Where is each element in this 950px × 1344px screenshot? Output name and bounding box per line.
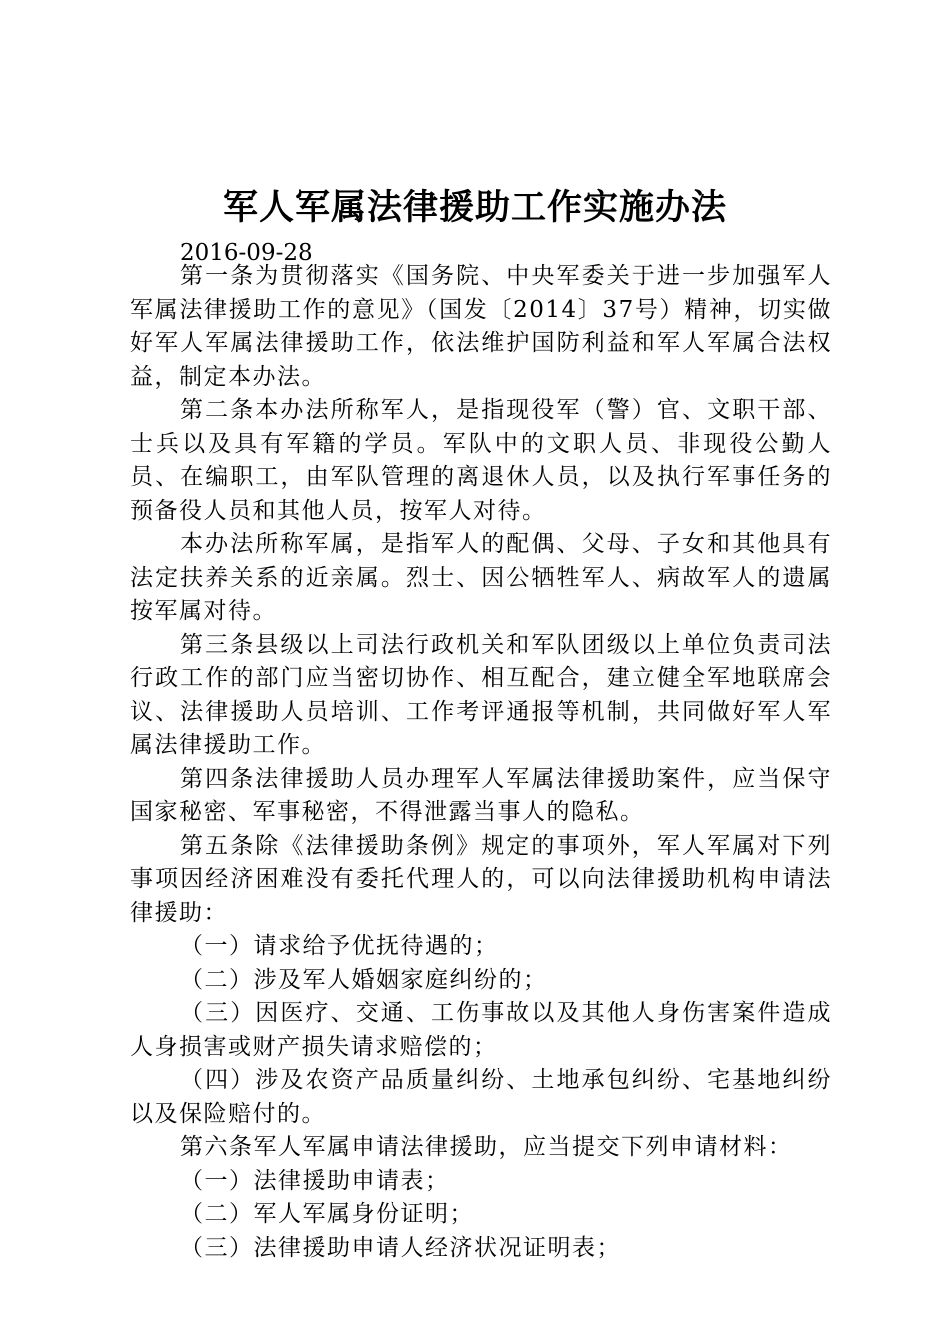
list-item: （三）因医疗、交通、工伤事故以及其他人身伤害案件造成人身损害或财产损失请求赔偿的；	[130, 1000, 832, 1060]
list-item: （一）法律援助申请表；	[180, 1167, 450, 1194]
paragraph-article-4: 第四条法律援助人员办理军人军属法律援助案件，应当保守国家秘密、军事秘密，不得泄露当事人的隐私。	[130, 765, 832, 825]
paragraph-article-1: 第一条为贯彻落实《国务院、中央军委关于进一步加强军人军属法律援助工作的意见》（国发〔2014〕37号）精神，切实做好军人军属法律援助工作，依法维护国防利益和军人军属合法权益，制定本办法。	[130, 263, 832, 390]
list-item: （二）涉及军人婚姻家庭纠纷的；	[180, 966, 548, 993]
document-date: 2016-09-28	[180, 240, 313, 266]
paragraph-article-6: 第六条军人军属申请法律援助，应当提交下列申请材料：	[180, 1134, 793, 1160]
paragraph-article-5: 第五条除《法律援助条例》规定的事项外，军人军属对下列事项因经济困难没有委托代理人的，可以向法律援助机构申请法律援助：	[130, 832, 832, 926]
list-item: （三）法律援助申请人经济状况证明表；	[180, 1234, 621, 1261]
document-title: 军人军属法律援助工作实施办法	[222, 187, 727, 228]
paragraph-military-family-definition: 本办法所称军属，是指军人的配偶、父母、子女和其他具有法定扶养关系的近亲属。烈士、因公牺牲军人、病故军人的遗属按军属对待。	[130, 531, 832, 624]
list-item: （一）请求给予优抚待遇的；	[180, 933, 499, 959]
document-body	[130, 260, 832, 1265]
paragraph-article-2: 第二条本办法所称军人，是指现役军（警）官、文职干部、士兵以及具有军籍的学员。军队中的文职人员、非现役公勤人员、在编职工，由军队管理的离退休人员，以及执行军事任务的预备役人员和其他人员，按军人对待。	[130, 397, 832, 524]
list-item: （四）涉及农资产品质量纠纷、土地承包纠纷、宅基地纠纷以及保险赔付的。	[130, 1067, 832, 1127]
paragraph-article-3: 第三条县级以上司法行政机关和军队团级以上单位负责司法行政工作的部门应当密切协作、相互配合，建立健全军地联席会议、法律援助人员培训、工作考评通报等机制，共同做好军人军属法律援助工作。	[130, 631, 832, 758]
list-item: （二）军人军属身份证明；	[180, 1201, 474, 1227]
